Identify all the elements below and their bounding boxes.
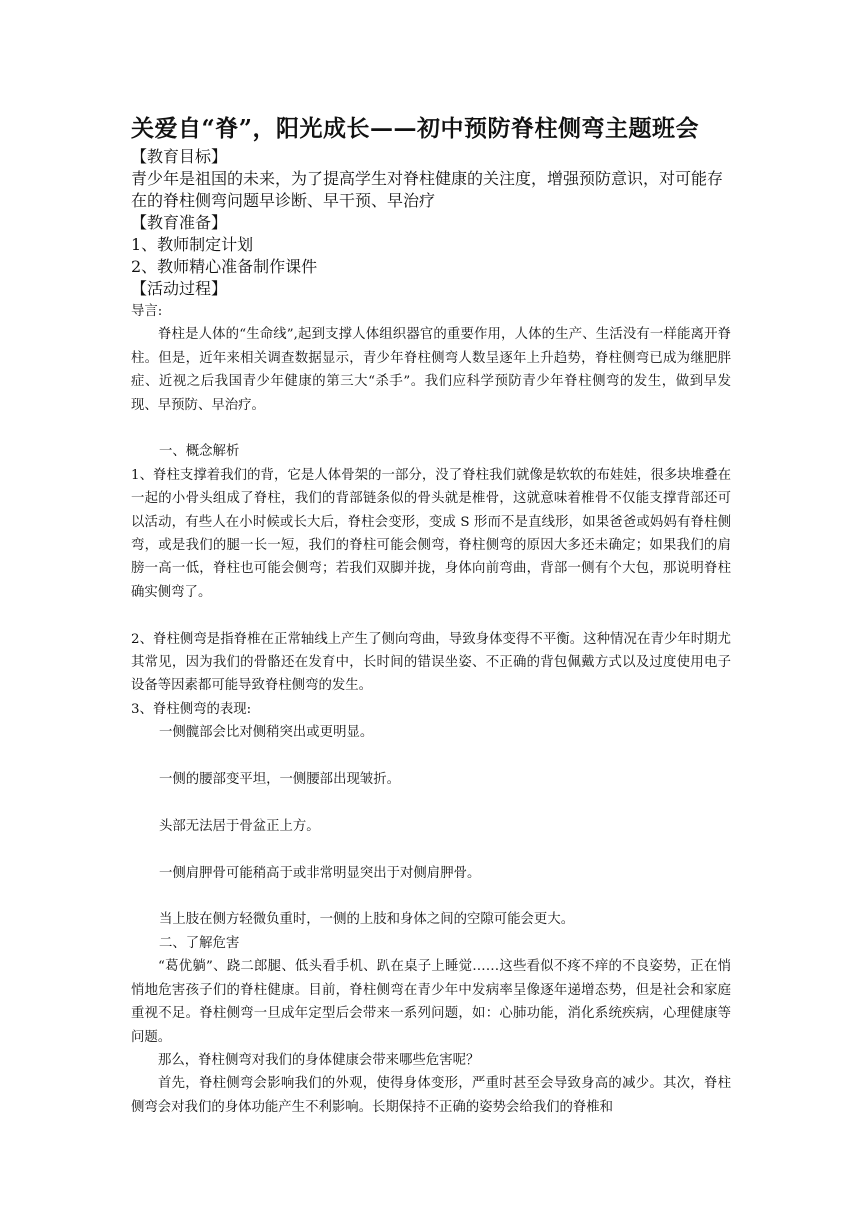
part2-paragraph-2: 那么，脊柱侧弯对我们的身体健康会带来哪些危害呢？ — [158, 1052, 480, 1068]
part2-paragraph-3: 首先，脊柱侧弯会影响我们的外观，使得身体变形，严重时甚至会导致身高的减少。其次，脊柱侧弯会对我们的身体功能产生不利影响。长期保持不正确的姿势会给我们的脊椎和 — [131, 1076, 731, 1115]
spacer — [131, 604, 731, 627]
part1-paragraph-1: 1、脊柱支撑着我们的背，它是人体骨架的一部分，没了脊柱我们就像是软软的布娃娃，很多块堆叠在一起的小骨头组成了脊柱，我们的背部链条似的骨头就是椎骨，这就意味着椎骨不仅能支撑背部还可以活动，有些人在小时候或长大后，脊柱会变形，变成 S 形而不是直线形，如果爸爸或妈妈有脊柱侧弯，或是我们的腿一长一短，我们的脊柱可能会侧弯，脊柱侧弯的原因大多还未确定；如果我们的肩膀一高一低，脊柱也可能会侧弯；若我们双脚并拢，身体向前弯曲，背部一侧有个大包，那说明脊柱确实侧弯了。 — [131, 467, 731, 600]
intro-label: 导言: — [131, 304, 163, 319]
part2-heading: 二、了解危害 — [159, 935, 240, 951]
symptom-item: 当上肢在侧方轻微负重时，一侧的上肢和身体之间的空隙可能会更大。 — [159, 912, 575, 928]
intro-paragraph: 脊柱是人体的“生命线”,起到支撑人体组织器官的重要作用，人体的生产、生活没有一样能离开脊柱。但是，近年来相关调查数据显示，青少年脊柱侧弯人数呈逐年上升趋势，脊柱侧弯已成为继肥胖症、近视之后我国青少年健康的第三大“杀手”。我们应科学预防青少年脊柱侧弯的发生，做到早发现、早预防、早治疗。 — [131, 327, 731, 413]
prep-item: 1、教师制定计划 — [131, 235, 254, 254]
spacer — [131, 885, 731, 908]
prep-heading: 【教育准备】 — [131, 213, 228, 232]
part2-paragraph-1: “葛优躺”、跷二郎腿、低头看手机、趴在桌子上睡觉……这些看似不疼不痒的不良姿势，正在悄悄地危害孩子们的脊柱健康。目前，脊柱侧弯在青少年中发病率呈像逐年递增态势，但是社会和家庭重视不足。脊柱侧弯一旦成年定型后会带来一系列问题，如：心肺功能，消化系统疾病，心理健康等问题。 — [131, 959, 731, 1045]
part1-paragraph-2: 2、脊柱侧弯是指脊椎在正常轴线上产生了侧向弯曲，导致身体变得不平衡。这种情况在青少年时期尤其常见，因为我们的骨骼还在发育中，长时间的错误坐姿、不正确的背包佩戴方式以及过度使用电子设备等因素都可能导致脊柱侧弯的发生。 — [131, 631, 731, 694]
symptom-item: 一侧的腰部变平坦，一侧腰部出现皱折。 — [159, 772, 401, 788]
process-heading: 【活动过程】 — [131, 279, 228, 298]
spacer — [131, 417, 731, 440]
part1-heading: 一、概念解析 — [159, 444, 240, 460]
spacer — [131, 745, 731, 768]
part1-paragraph-3-label: 3、脊柱侧弯的表现: — [131, 701, 252, 717]
document-page — [131, 112, 731, 1119]
symptom-item: 一侧髋部会比对侧稍突出或更明显。 — [159, 725, 374, 741]
goal-heading: 【教育目标】 — [131, 147, 228, 166]
symptom-item: 一侧肩胛骨可能稍高于或非常明显突出于对侧肩胛骨。 — [159, 865, 481, 881]
spacer — [131, 838, 731, 861]
symptom-item: 头部无法居于骨盆正上方。 — [159, 818, 320, 834]
goal-text: 青少年是祖国的未来，为了提高学生对脊柱健康的关注度，增强预防意识，对可能存在的脊柱侧弯问题早诊断、早干预、早治疗 — [131, 169, 724, 210]
spacer — [131, 791, 731, 814]
document-title: 关爱自“脊”，阳光成长——初中预防脊柱侧弯主题班会 — [131, 115, 699, 142]
prep-item: 2、教师精心准备制作课件 — [131, 257, 318, 276]
